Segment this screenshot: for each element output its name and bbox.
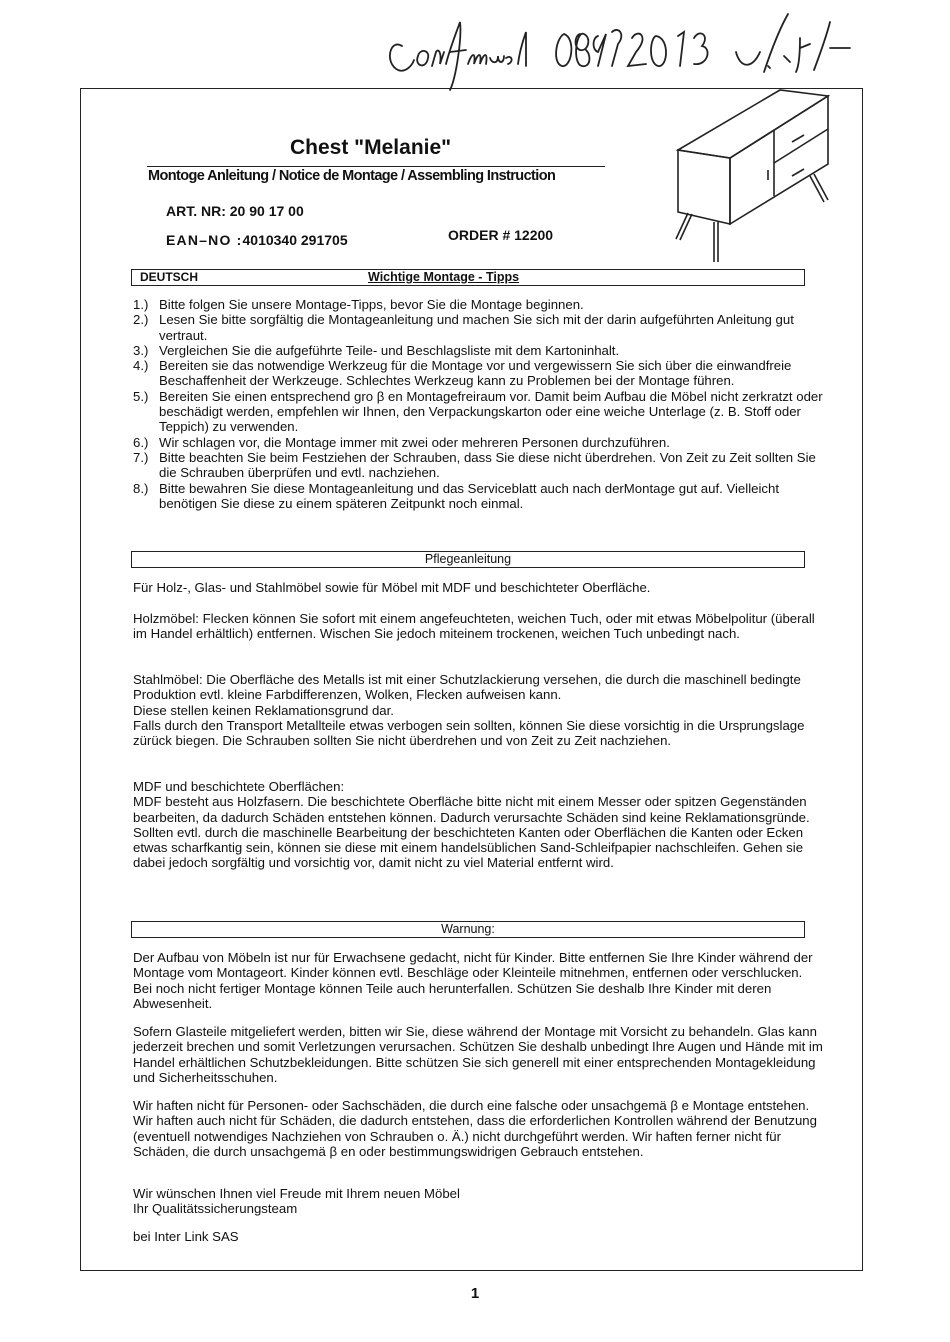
list-item-number: 5.) (133, 388, 149, 404)
list-item-number: 7.) (133, 449, 149, 465)
chest-sketch-illustration (668, 72, 838, 267)
title-underline (147, 166, 605, 167)
list-item-number: 8.) (133, 480, 149, 496)
page-number: 1 (470, 1285, 480, 1302)
document-subtitle: Montoge Anleitung / Notice de Montage / Assembling Instruction (148, 168, 556, 184)
list-item-text: Bereiten Sie einen entsprechend gro β en Montagefreiraum vor. Damit beim Aufbau die Möbel nicht zerkratzt oder beschädigt werden, empfehlen wir Ihnen, den Verpackungskarton oder eine weiche Unterlage (z. B. Stoff oder Teppich) zu verwenden. (159, 388, 823, 435)
list-item-number: 3.) (133, 342, 149, 358)
closing-text: Wir wünschen Ihnen viel Freude mit Ihrem neuen Möbel Ihr Qualitätssicherungsteam (133, 1186, 460, 1217)
list-item-text: Wir schlagen vor, die Montage immer mit zwei oder mehreren Personen durchzuführen. (159, 434, 670, 450)
company-signature: bei Inter Link SAS (133, 1229, 239, 1244)
article-number: ART. NR: 20 90 17 00 (166, 203, 304, 219)
ean-number (166, 232, 348, 248)
list-item (133, 297, 823, 312)
list-item-number: 2.) (133, 312, 149, 328)
warning-children: Der Aufbau von Möbeln ist nur für Erwachsene gedacht, nicht für Kinder. Bitte entfernen Sie Ihre Kinder während der Montage vom Montageort. Kinder können evtl. Beschläge oder Kleinteile mitnehmen, entfernen oder verschlucken. Bei noch nicht fertiger Montage können Teile auch herunterfallen. Schützen Sie deshalb Ihre Kinder mit deren Abwesenheit. (133, 950, 813, 1011)
list-item (133, 450, 823, 481)
care-intro: Für Holz-, Glas- und Stahlmöbel sowie für Möbel mit MDF und beschichteter Oberfläche. (133, 580, 651, 595)
ean-label: EAN–NO : (166, 232, 243, 248)
document-title: Chest "Melanie" (290, 136, 452, 159)
list-item (133, 481, 823, 512)
language-label: DEUTSCH (140, 270, 199, 284)
tips-section-header (131, 269, 805, 286)
warning-section-header (131, 921, 805, 938)
list-item-text: Bereiten sie das notwendige Werkzeug für die Montage vor und vergewissern Sie sich über die einwandfreie Beschaffenheit der Werkzeuge. Schlechtes Werkzeug kann zu Problemen bei der Montage führen. (159, 358, 792, 389)
list-item (133, 389, 823, 435)
ean-value: 4010340 291705 (242, 232, 348, 248)
tips-heading: Wichtige Montage - Tipps (368, 270, 520, 284)
list-item-text: Bitte folgen Sie unsere Montage-Tipps, bevor Sie die Montage beginnen. (159, 297, 584, 312)
list-item-text: Bitte bewahren Sie diese Montageanleitung und das Serviceblatt auch nach derMontage gut auf. Vielleicht benötigen Sie diese zu einem späteren Zeitpunkt noch einmal. (159, 480, 779, 511)
tips-list (133, 297, 823, 511)
list-item-number: 1.) (133, 297, 149, 312)
warning-liability: Wir haften nicht für Personen- oder Sachschäden, die durch eine falsche oder unsachgemä β e Montage entstehen. Wir haften auch nicht für Schäden, die dadurch entstehen, dass die erforderlichen Kontrollen während der Benutzung (eventuell notwendiges Nachziehen von Schrauben o. Ä.) nicht durchgeführt werden. Wir haften ferner nicht für Schäden, die durch unsachgemä β en oder bestimmungswidrigen Gebrauch entstehen. (133, 1098, 817, 1159)
care-heading: Pflegeanleitung (424, 552, 512, 566)
list-item (133, 435, 823, 450)
list-item-text: Lesen Sie bitte sorgfältig die Montageanleitung und machen Sie sich mit der darin aufgeführten Anleitung gut vertraut. (159, 312, 794, 343)
care-mdf: MDF und beschichtete Oberflächen: MDF besteht aus Holzfasern. Die beschichtete Oberfläche bitte nicht mit einem Messer oder spitzen Gegenständen bearbeiten, da dadurch Schäden entstehen können. Dadurch verursachte Schäden sind keine Reklamationsgründe. Sollten evtl. durch die maschinelle Bearbeitung der beschichteten Kanten oder Oberflächen die Kanten oder Ecken etwas scharfkantig sein, können sie diese mit einem handelsüblichen Sand-Schleifpapier nachschleifen. Gehen sie dabei jedoch sorgfältig und vorsichtig vor, damit nicht zu viel Material entfernt wird. (133, 779, 810, 871)
list-item-text: Bitte beachten Sie beim Festziehen der Schrauben, dass Sie diese nicht überdrehen. Von Zeit zu Zeit sollten Sie die Schrauben überprüfen und evtl. nachziehen. (159, 449, 816, 481)
list-item-number: 6.) (133, 434, 149, 450)
order-number: ORDER # 12200 (448, 227, 554, 243)
list-item-number: 4.) (133, 358, 149, 374)
list-item (133, 358, 823, 389)
warning-heading: Warnung: (441, 922, 495, 936)
list-item (133, 312, 823, 343)
care-wood: Holzmöbel: Flecken können Sie sofort mit einem angefeuchteten, weichen Tuch, oder mit etwas Möbelpolitur (überall im Handel erhältlich) entfernen. Wischen Sie jedoch miteinem trockenen, weichen Tuch unbedingt nach. (133, 611, 815, 642)
care-section-header (131, 551, 805, 568)
list-item-text: Vergleichen Sie die aufgeführte Teile- und Beschlagsliste mit dem Kartoninhalt. (159, 342, 620, 358)
warning-glass: Sofern Glasteile mitgeliefert werden, bitten wir Sie, diese während der Montage mit Vorsicht zu behandeln. Glas kann jederzeit brechen und somit Verletzungen verursachen. Schützen Sie deshalb unbedingt Ihre Augen und Hände mit im Handel erhältlichen Schutzbekleidungen. Bitte schützen Sie sich generell mit einer entsprechenden Montagekleidung und Sicherheitsschuhen. (133, 1024, 823, 1085)
care-steel: Stahlmöbel: Die Oberfläche des Metalls ist mit einer Schutzlackierung versehen, die durch die maschinell bedingte Produktion evtl. kleine Farbdifferenzen, Wolken, Flecken aufweisen kann. Diese stellen keinen Reklamationsgrund dar. Falls durch den Transport Metallteile etwas verbogen sein sollten, können Sie diese vorsichtig in die Ursprungslage zürück biegen. Die Schrauben sollten Sie nicht überdrehen und von Zeit zu Zeit nachziehen. (133, 672, 805, 749)
list-item (133, 343, 823, 358)
